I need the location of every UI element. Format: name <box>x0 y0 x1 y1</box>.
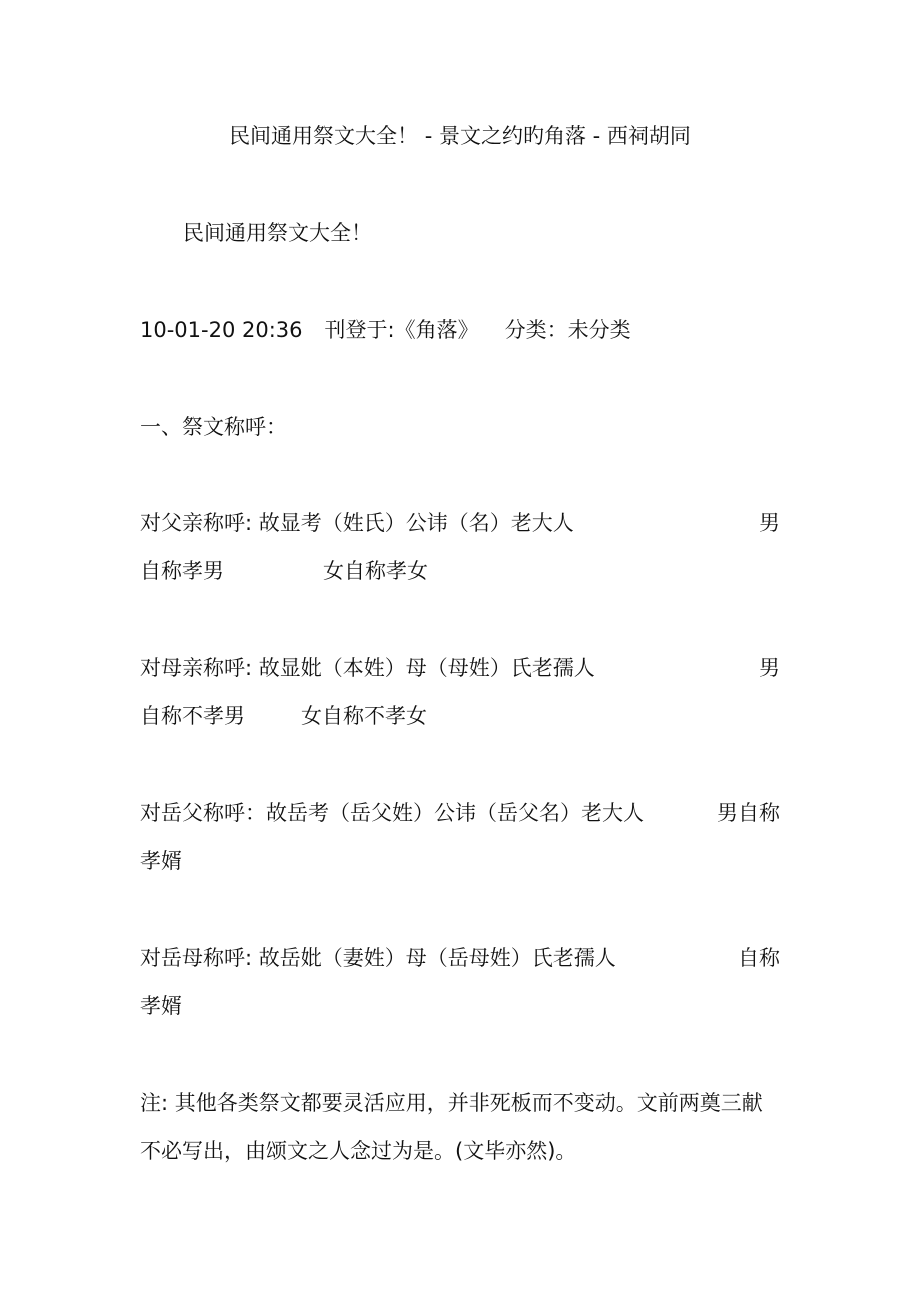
entry-mother-line2 <box>140 704 427 728</box>
entry-father-in-law-line1 <box>140 803 780 831</box>
section-title: 一、祭文称呼： <box>140 415 287 439</box>
entry-father-in-law-title: 对岳父称呼：故岳考（岳父姓）公讳（岳父名）老大人 <box>140 801 644 825</box>
entry-father-line1 <box>140 513 780 541</box>
note-line1: 注: 其他各类祭文都要灵活应用，并非死板而不变动。文前两奠三献 <box>140 1091 763 1115</box>
entry-father-female: 女自称孝女 <box>323 559 428 583</box>
entry-father-title: 对父亲称呼: 故显考（姓氏）公讳（名）老大人 <box>140 511 574 535</box>
entry-mother-title: 对母亲称呼: 故显妣（本姓）母（母姓）氏老孺人 <box>140 656 595 680</box>
entry-mother-in-law-line2 <box>140 996 182 1017</box>
entry-mother-in-law-right: 自称 <box>738 946 780 970</box>
entry-father-in-law-line2 <box>140 851 182 872</box>
entry-father-right: 男 <box>759 511 780 535</box>
entry-father-in-law-right: 男自称 <box>717 801 780 825</box>
page-title: 民间通用祭文大全！ - 景文之约旳角落 - 西祠胡同 <box>229 124 691 148</box>
entry-father-line2 <box>140 559 428 583</box>
entry-father-in-law-self: 孝婿 <box>140 849 182 873</box>
published-in: 刊登于:《角落》 <box>324 318 479 342</box>
entry-father-male: 自称孝男 <box>140 559 224 583</box>
article-meta <box>140 320 631 341</box>
article-heading: 民间通用祭文大全！ <box>183 221 372 245</box>
entry-mother-female: 女自称不孝女 <box>301 704 427 728</box>
category: 分类：未分类 <box>504 318 631 342</box>
entry-mother-in-law-line1 <box>140 948 780 976</box>
post-datetime: 10-01-20 20:36 <box>140 318 303 342</box>
entry-mother-male: 自称不孝男 <box>140 704 245 728</box>
entry-mother-line1 <box>140 658 780 686</box>
entry-mother-in-law-self: 孝婿 <box>140 994 182 1018</box>
entry-mother-right: 男 <box>759 656 780 680</box>
entry-mother-in-law-title: 对岳母称呼: 故岳妣（妻姓）母（岳母姓）氏老孺人 <box>140 946 616 970</box>
note-line2: 不必写出，由颂文之人念过为是。(文毕亦然)。 <box>140 1139 577 1163</box>
